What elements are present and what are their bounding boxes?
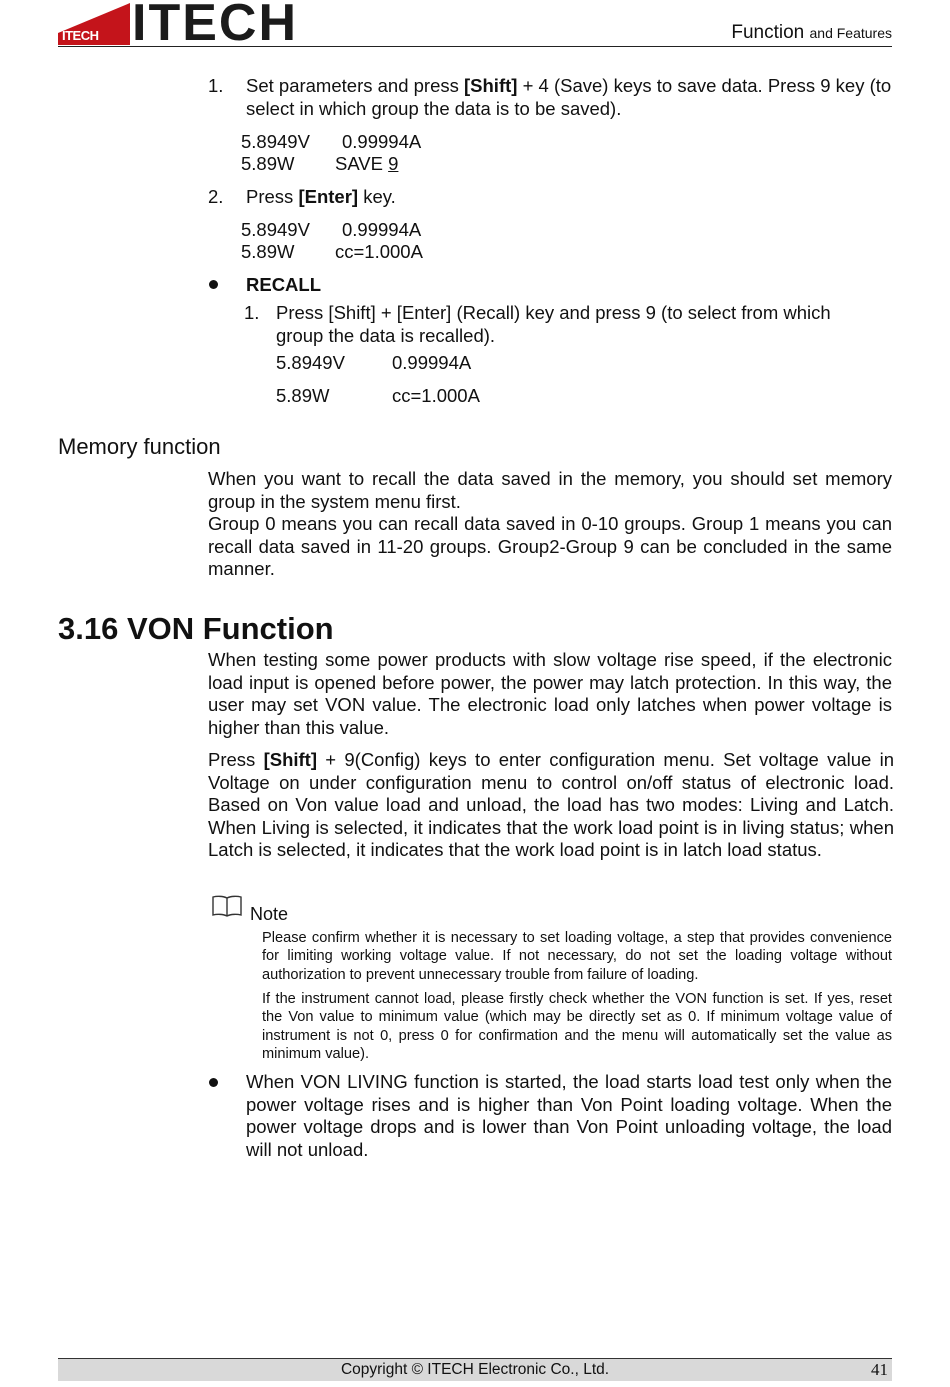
note-para-2: If the instrument cannot load, please firstly check whether the VON function is set. If yes, reset the Von value to minimum value (which may be directly set as 0. If minimum voltage value of instrument is not 0, press 0 for confirmation and the menu will automatically set the value as minimum value).	[262, 991, 892, 1062]
recall-display-voltage: 5.8949V	[276, 352, 345, 373]
display-1-save-group: 9	[388, 153, 399, 174]
save-step-2-text	[246, 186, 396, 209]
recall-display-cc: cc=1.000A	[392, 385, 480, 406]
save-step-1-num: 1.	[208, 75, 224, 96]
header-title-sub: and Features	[809, 25, 892, 41]
save-step-1-text	[246, 75, 892, 120]
save-step-2-key: [Enter]	[298, 186, 359, 207]
recall-step-num: 1.	[244, 302, 260, 323]
note-label: Note	[250, 904, 289, 924]
von-bullet	[209, 1078, 218, 1087]
display-2-voltage: 5.8949V	[241, 219, 310, 240]
save-step-2-post: key.	[358, 186, 396, 207]
header-title	[731, 22, 892, 44]
save-step-1-key: [Shift]	[464, 75, 518, 96]
von-heading: 3.16 VON Function	[58, 611, 334, 646]
save-step-2-num: 2.	[208, 186, 224, 207]
book-icon	[211, 894, 243, 918]
recall-title: RECALL	[246, 274, 322, 295]
header-title-main: Function	[731, 22, 805, 43]
memory-heading: Memory function	[58, 434, 221, 459]
display-1-voltage: 5.8949V	[241, 131, 310, 152]
save-step-1-post: + 4 (Save) keys to save data. Press 9 key (to select in which group the data is to be saved).	[246, 75, 892, 119]
von-para-2-post: + 9(Config) keys to enter configuration menu. Set voltage value in Voltage on under configuration menu to control on/off status of electronic load. Based on Von value load and unload, the load has two modes: Living and Latch. When Living is selected, it indicates that the work load point is in living status; when Latch is selected, it indicates that the work load point is in latch load status.	[208, 749, 894, 860]
von-bullet-text: When VON LIVING function is started, the load starts load test only when the power voltage rises and is higher than Von Point loading voltage. When the power voltage drops and is lower than Von Point unloading voltage, the load will not unload.	[246, 1071, 892, 1160]
display-1-save	[335, 153, 398, 176]
recall-display-current: 0.99994A	[392, 352, 472, 373]
memory-para-2: Group 0 means you can recall data saved in 0-10 groups. Group 1 means you can recall data saved in 11-20 groups. Group2-Group 9 can be concluded in the same manner.	[208, 513, 892, 579]
display-2-cc: cc=1.000A	[335, 241, 423, 262]
von-para-2-key: [Shift]	[263, 749, 318, 770]
display-2-power: 5.89W	[241, 241, 295, 262]
von-para-1: When testing some power products with slow voltage rise speed, if the electronic load input is opened before power, the power may latch protection. In this way, the user may set VON value. The electronic load only latches when power voltage is higher than this value.	[208, 649, 892, 738]
save-step-2-pre: Press	[246, 186, 299, 207]
header-divider	[58, 46, 892, 47]
recall-step-text: Press [Shift] + [Enter] (Recall) key and press 9 (to select from which group the data is recalled).	[276, 302, 831, 346]
logo-small-text: ITECH	[62, 28, 99, 43]
footer-bar	[58, 1358, 892, 1381]
display-1-power: 5.89W	[241, 153, 295, 174]
logo-wordmark: ITECH	[132, 0, 298, 52]
von-para-2	[208, 749, 894, 862]
memory-para-1: When you want to recall the data saved in the memory, you should set memory group in the system menu first.	[208, 468, 892, 512]
von-para-2-pre: Press	[208, 749, 264, 770]
save-step-1-pre: Set parameters and press	[246, 75, 464, 96]
page-number: 41	[871, 1360, 888, 1379]
display-1-save-label: SAVE	[335, 153, 389, 174]
recall-display-power: 5.89W	[276, 385, 330, 406]
display-1-current: 0.99994A	[342, 131, 422, 152]
display-2-current: 0.99994A	[342, 219, 422, 240]
logo-mark	[58, 3, 130, 45]
recall-bullet	[209, 280, 218, 289]
footer-copyright: Copyright © ITECH Electronic Co., Ltd.	[340, 1361, 610, 1378]
note-para-1: Please confirm whether it is necessary to set loading voltage, a step that provides convenience for limiting working voltage value. If not necessary, do not set the loading voltage without authorization to prevent unnecessary trouble from failure of loading.	[262, 930, 892, 983]
